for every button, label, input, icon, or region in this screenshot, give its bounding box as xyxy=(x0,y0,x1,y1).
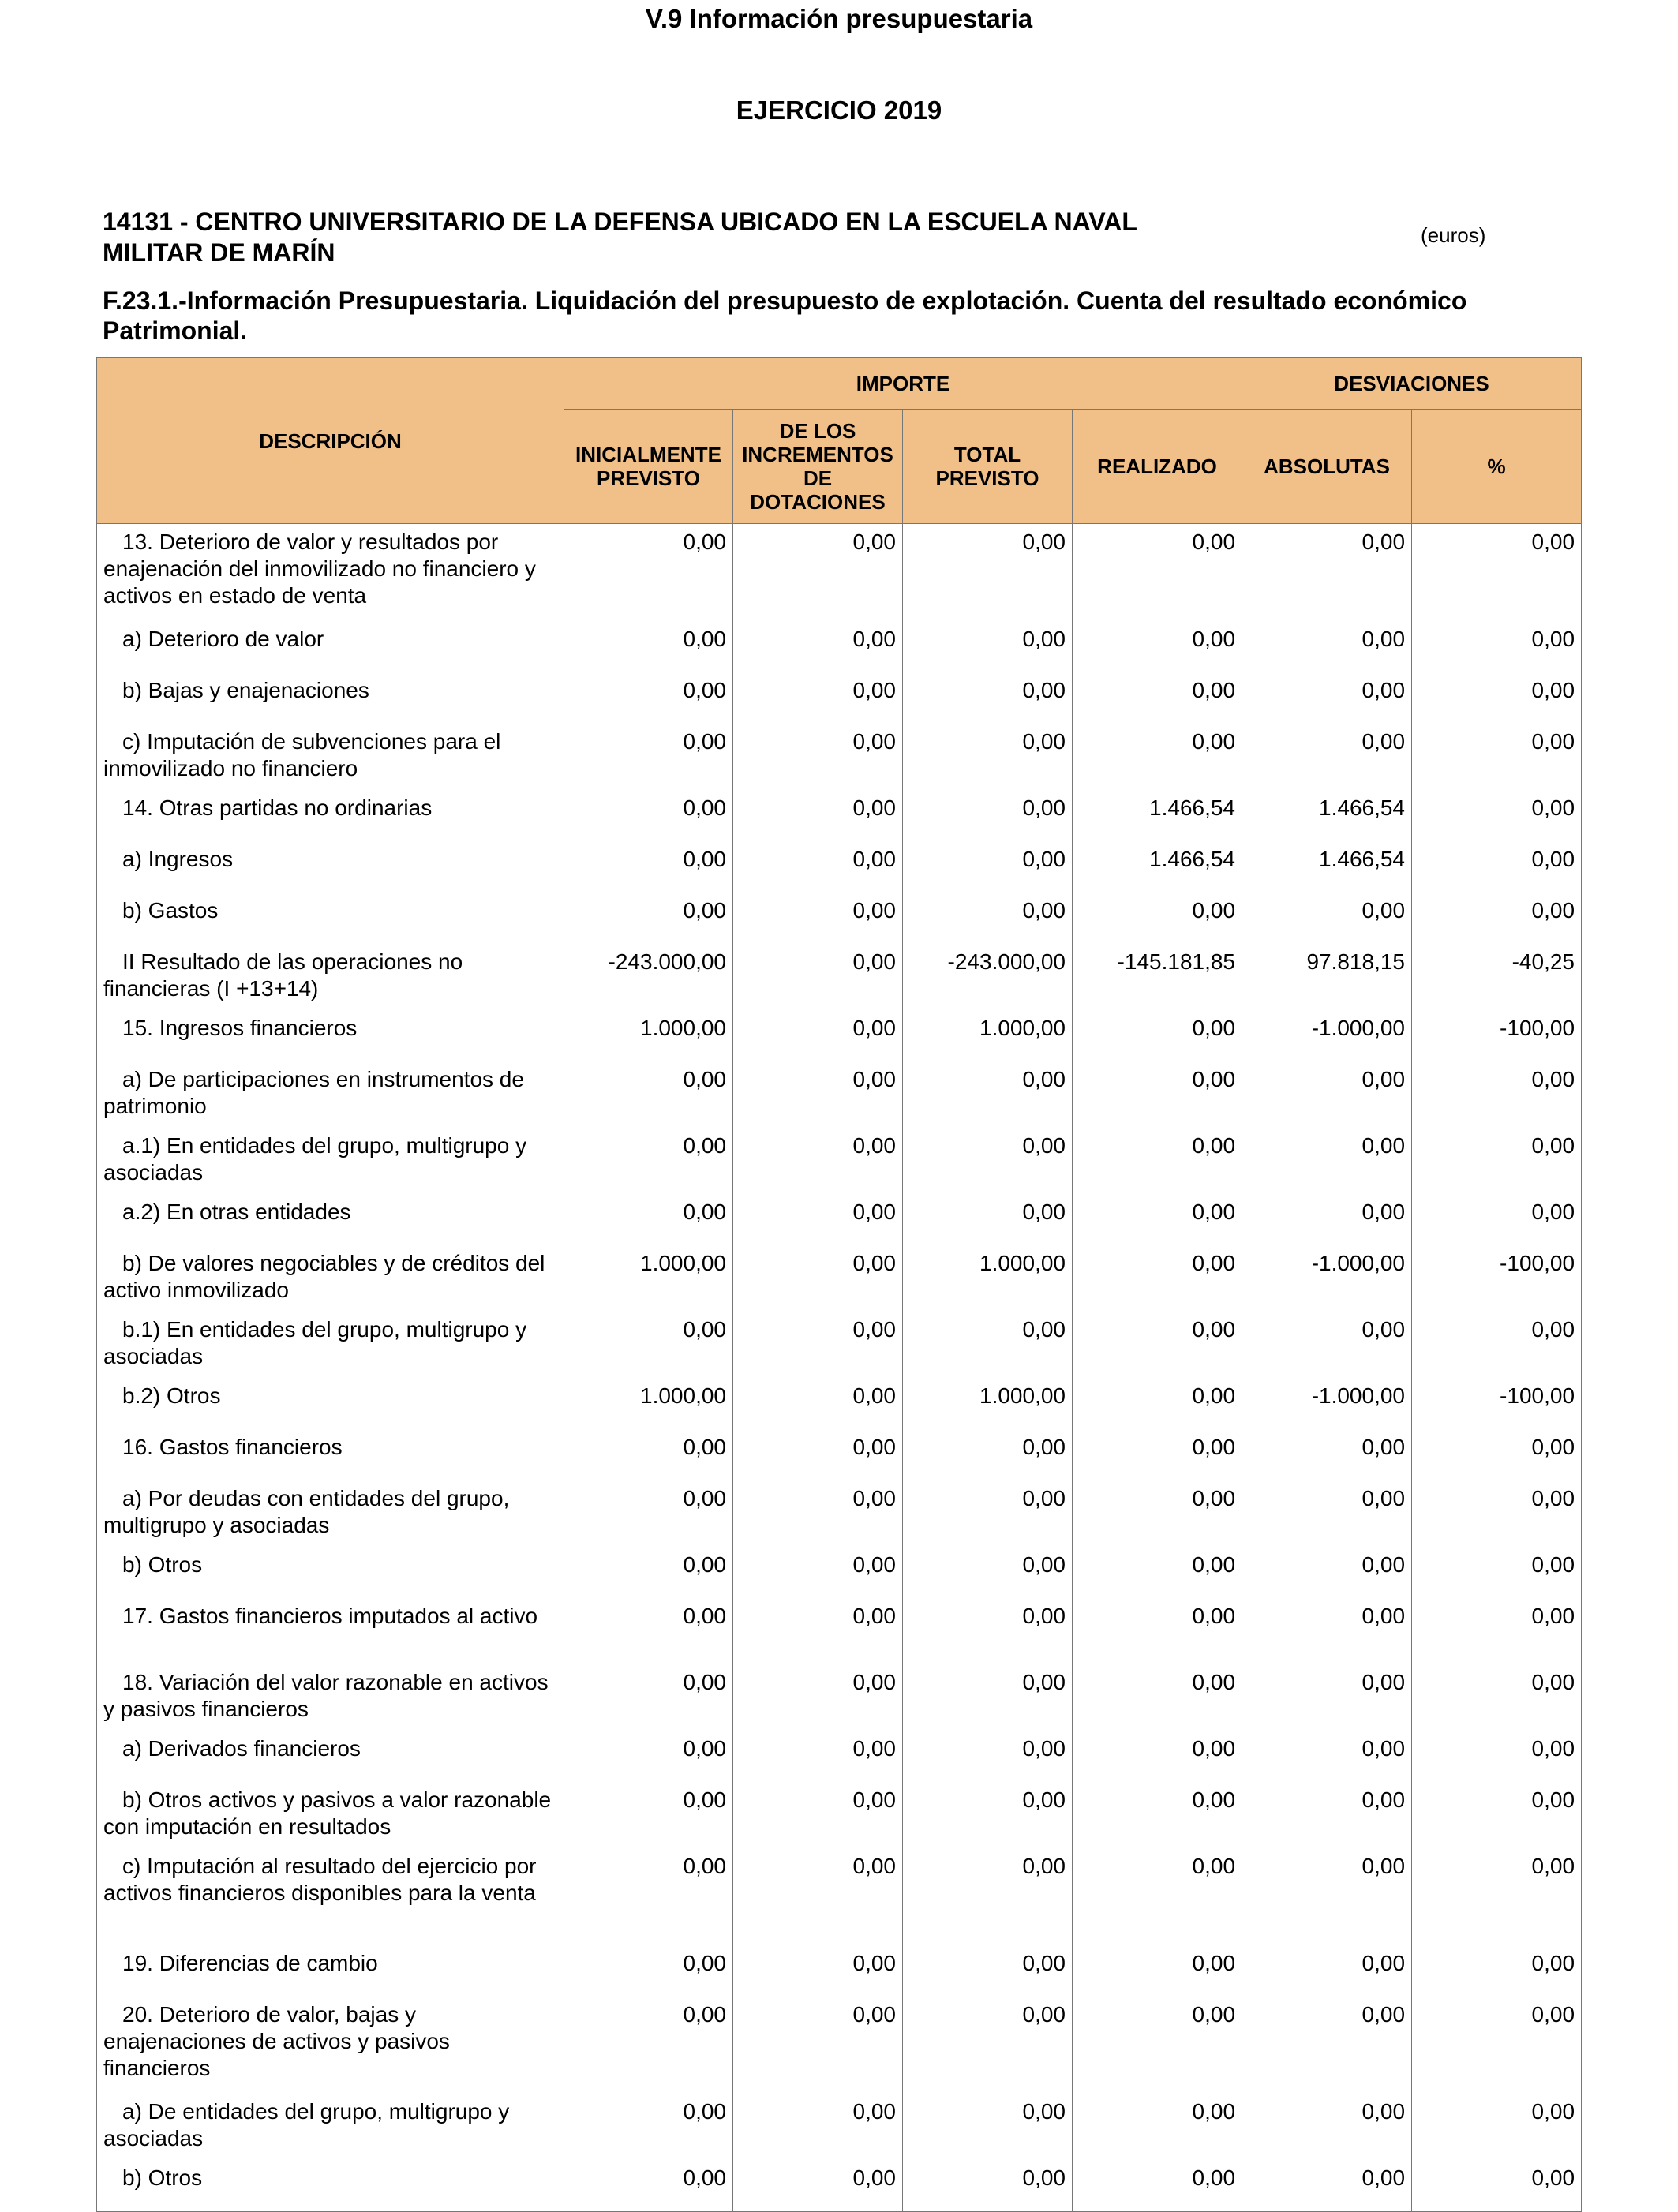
cell-incrementos: 0,00 xyxy=(733,944,903,1010)
cell-inicialmente-previsto: 0,00 xyxy=(564,1194,733,1245)
row-description-text: a.2) En otras entidades xyxy=(122,1200,351,1224)
cell-absolutas: 0,00 xyxy=(1242,1429,1412,1480)
cell-inicialmente-previsto: 0,00 xyxy=(564,1312,733,1378)
cell-inicialmente-previsto: 0,00 xyxy=(564,1664,733,1731)
header-group-desviaciones: DESVIACIONES xyxy=(1242,358,1582,410)
cell-porcentaje: -100,00 xyxy=(1412,1245,1582,1312)
fiscal-year-title: EJERCICIO 2019 xyxy=(736,95,942,125)
row-description-text: b) Otros xyxy=(122,1552,203,1577)
row-description-text: a.1) En entidades del grupo, multigrupo y asociadas xyxy=(103,1133,527,1185)
row-description xyxy=(97,1061,564,1128)
cell-total-previsto: -243.000,00 xyxy=(903,944,1073,1010)
cell-porcentaje: 0,00 xyxy=(1412,621,1582,672)
cell-realizado: 0,00 xyxy=(1073,1061,1242,1128)
cell-total-previsto: 0,00 xyxy=(903,724,1073,790)
cell-total-previsto: 0,00 xyxy=(903,1848,1073,1945)
cell-total-previsto: 0,00 xyxy=(903,1598,1073,1664)
row-description xyxy=(97,1128,564,1194)
cell-absolutas: -1.000,00 xyxy=(1242,1378,1412,1429)
cell-inicialmente-previsto: 0,00 xyxy=(564,1598,733,1664)
table-row xyxy=(97,841,1582,893)
row-description xyxy=(97,1782,564,1848)
cell-inicialmente-previsto: 0,00 xyxy=(564,1782,733,1848)
cell-absolutas: 0,00 xyxy=(1242,1480,1412,1547)
cell-porcentaje: -100,00 xyxy=(1412,1010,1582,1061)
row-description-text: c) Imputación al resultado del ejercicio por activos financieros disponibles para la venta xyxy=(103,1854,537,1905)
table-row xyxy=(97,1312,1582,1378)
cell-inicialmente-previsto: 0,00 xyxy=(564,1061,733,1128)
table-row xyxy=(97,621,1582,672)
cell-porcentaje: 0,00 xyxy=(1412,893,1582,944)
table-row xyxy=(97,1782,1582,1848)
cell-realizado: 0,00 xyxy=(1073,893,1242,944)
cell-realizado: 0,00 xyxy=(1073,2094,1242,2160)
row-description xyxy=(97,790,564,841)
cell-porcentaje: 0,00 xyxy=(1412,672,1582,724)
table-row xyxy=(97,724,1582,790)
form-title: F.23.1.-Información Presupuestaria. Liquidación del presupuesto de explotación. Cuenta del resultado económico Patrimonial. xyxy=(103,286,1467,345)
cell-absolutas: -1.000,00 xyxy=(1242,1010,1412,1061)
row-description xyxy=(97,1194,564,1245)
currency-unit: (euros) xyxy=(1421,223,1486,247)
table-row xyxy=(97,672,1582,724)
row-description-text: 19. Diferencias de cambio xyxy=(122,1951,378,1975)
cell-realizado: 0,00 xyxy=(1073,1945,1242,1997)
cell-inicialmente-previsto: 0,00 xyxy=(564,2094,733,2160)
row-description xyxy=(97,2160,564,2212)
row-description-text: b) De valores negociables y de créditos del activo inmovilizado xyxy=(103,1251,545,1302)
cell-realizado: 0,00 xyxy=(1073,1848,1242,1945)
cell-absolutas: 0,00 xyxy=(1242,524,1412,622)
row-description-text: b.1) En entidades del grupo, multigrupo y asociadas xyxy=(103,1317,527,1368)
cell-total-previsto: 0,00 xyxy=(903,621,1073,672)
cell-inicialmente-previsto: 1.000,00 xyxy=(564,1245,733,1312)
cell-incrementos: 0,00 xyxy=(733,1848,903,1945)
cell-absolutas: 0,00 xyxy=(1242,1731,1412,1782)
row-description-text: b) Gastos xyxy=(122,898,219,923)
cell-inicialmente-previsto: 0,00 xyxy=(564,1128,733,1194)
row-description xyxy=(97,1547,564,1598)
cell-incrementos: 0,00 xyxy=(733,1245,903,1312)
row-description xyxy=(97,1010,564,1061)
cell-total-previsto: 0,00 xyxy=(903,790,1073,841)
cell-realizado: 0,00 xyxy=(1073,1378,1242,1429)
cell-absolutas: 0,00 xyxy=(1242,1664,1412,1731)
cell-incrementos: 0,00 xyxy=(733,790,903,841)
header-descripcion: DESCRIPCIÓN xyxy=(97,358,564,524)
cell-total-previsto: 0,00 xyxy=(903,1128,1073,1194)
cell-porcentaje: 0,00 xyxy=(1412,1945,1582,1997)
table-row xyxy=(97,1245,1582,1312)
table-row xyxy=(97,1128,1582,1194)
table-row xyxy=(97,1010,1582,1061)
cell-porcentaje: 0,00 xyxy=(1412,524,1582,622)
cell-realizado: 0,00 xyxy=(1073,1782,1242,1848)
row-description-text: b) Otros xyxy=(122,2165,203,2190)
cell-realizado: 0,00 xyxy=(1073,1997,1242,2094)
table-row xyxy=(97,524,1582,622)
table-row xyxy=(97,1848,1582,1945)
row-description-text: b) Bajas y enajenaciones xyxy=(122,678,369,702)
cell-inicialmente-previsto: 0,00 xyxy=(564,724,733,790)
cell-porcentaje: 0,00 xyxy=(1412,1598,1582,1664)
cell-inicialmente-previsto: 0,00 xyxy=(564,2160,733,2212)
header-realizado: REALIZADO xyxy=(1073,410,1242,524)
cell-incrementos: 0,00 xyxy=(733,1997,903,2094)
cell-total-previsto: 0,00 xyxy=(903,1429,1073,1480)
cell-incrementos: 0,00 xyxy=(733,621,903,672)
cell-incrementos: 0,00 xyxy=(733,1128,903,1194)
cell-incrementos: 0,00 xyxy=(733,2160,903,2212)
cell-total-previsto: 0,00 xyxy=(903,672,1073,724)
cell-inicialmente-previsto: 0,00 xyxy=(564,790,733,841)
cell-absolutas: 0,00 xyxy=(1242,1945,1412,1997)
cell-porcentaje: 0,00 xyxy=(1412,724,1582,790)
row-description xyxy=(97,1245,564,1312)
cell-total-previsto: 0,00 xyxy=(903,1194,1073,1245)
table-row xyxy=(97,1598,1582,1664)
table-row xyxy=(97,2160,1582,2212)
cell-absolutas: 0,00 xyxy=(1242,672,1412,724)
cell-incrementos: 0,00 xyxy=(733,1598,903,1664)
entity-name-line1: 14131 - CENTRO UNIVERSITARIO DE LA DEFENSA UBICADO EN LA ESCUELA NAVAL xyxy=(103,208,1137,236)
row-description xyxy=(97,524,564,622)
cell-incrementos: 0,00 xyxy=(733,672,903,724)
cell-incrementos: 0,00 xyxy=(733,1664,903,1731)
row-description-text: c) Imputación de subvenciones para el inmovilizado no financiero xyxy=(103,729,501,780)
cell-realizado: 0,00 xyxy=(1073,1010,1242,1061)
cell-porcentaje: 0,00 xyxy=(1412,2160,1582,2212)
cell-absolutas: 0,00 xyxy=(1242,1782,1412,1848)
cell-inicialmente-previsto: -243.000,00 xyxy=(564,944,733,1010)
cell-incrementos: 0,00 xyxy=(733,1480,903,1547)
row-description xyxy=(97,2094,564,2160)
row-description xyxy=(97,1378,564,1429)
cell-total-previsto: 0,00 xyxy=(903,1997,1073,2094)
cell-inicialmente-previsto: 0,00 xyxy=(564,893,733,944)
table-row xyxy=(97,893,1582,944)
cell-inicialmente-previsto: 0,00 xyxy=(564,672,733,724)
cell-total-previsto: 0,00 xyxy=(903,1547,1073,1598)
row-description-text: 17. Gastos financieros imputados al activo xyxy=(122,1604,538,1628)
entity-name xyxy=(103,207,1287,268)
cell-incrementos: 0,00 xyxy=(733,1010,903,1061)
row-description-text: a) Por deudas con entidades del grupo, multigrupo y asociadas xyxy=(103,1486,510,1537)
row-description xyxy=(97,1848,564,1945)
cell-inicialmente-previsto: 1.000,00 xyxy=(564,1378,733,1429)
row-description xyxy=(97,944,564,1010)
row-description xyxy=(97,1429,564,1480)
cell-incrementos: 0,00 xyxy=(733,1945,903,1997)
cell-realizado: 0,00 xyxy=(1073,1664,1242,1731)
row-description-text: 15. Ingresos financieros xyxy=(122,1016,358,1040)
cell-realizado: 0,00 xyxy=(1073,621,1242,672)
cell-incrementos: 0,00 xyxy=(733,1378,903,1429)
cell-total-previsto: 0,00 xyxy=(903,1945,1073,1997)
row-description-text: a) Ingresos xyxy=(122,847,234,871)
cell-incrementos: 0,00 xyxy=(733,841,903,893)
row-description-text: 18. Variación del valor razonable en activos y pasivos financieros xyxy=(103,1670,549,1721)
row-description-text: a) Derivados financieros xyxy=(122,1736,361,1761)
row-description-text: 20. Deterioro de valor, bajas y enajenaciones de activos y pasivos financieros xyxy=(103,2002,450,2080)
table-row xyxy=(97,1429,1582,1480)
cell-inicialmente-previsto: 0,00 xyxy=(564,1547,733,1598)
cell-porcentaje: 0,00 xyxy=(1412,1782,1582,1848)
cell-inicialmente-previsto: 0,00 xyxy=(564,841,733,893)
cell-realizado: 0,00 xyxy=(1073,2160,1242,2212)
cell-realizado: 0,00 xyxy=(1073,1245,1242,1312)
header-incrementos-dotaciones: DE LOS INCREMENTOS DE DOTACIONES xyxy=(733,410,903,524)
cell-incrementos: 0,00 xyxy=(733,1312,903,1378)
cell-incrementos: 0,00 xyxy=(733,893,903,944)
cell-total-previsto: 1.000,00 xyxy=(903,1010,1073,1061)
row-description xyxy=(97,893,564,944)
cell-inicialmente-previsto: 0,00 xyxy=(564,1480,733,1547)
cell-absolutas: 0,00 xyxy=(1242,1848,1412,1945)
cell-porcentaje: 0,00 xyxy=(1412,1061,1582,1128)
cell-total-previsto: 0,00 xyxy=(903,2160,1073,2212)
row-description-text: 14. Otras partidas no ordinarias xyxy=(122,795,433,820)
section-title: V.9 Información presupuestaria xyxy=(645,4,1033,33)
cell-incrementos: 0,00 xyxy=(733,724,903,790)
cell-porcentaje: 0,00 xyxy=(1412,1429,1582,1480)
cell-inicialmente-previsto: 0,00 xyxy=(564,1997,733,2094)
cell-porcentaje: -40,25 xyxy=(1412,944,1582,1010)
cell-total-previsto: 0,00 xyxy=(903,2094,1073,2160)
table-row xyxy=(97,1997,1582,2094)
cell-total-previsto: 0,00 xyxy=(903,1312,1073,1378)
table-row xyxy=(97,1547,1582,1598)
cell-porcentaje: 0,00 xyxy=(1412,1547,1582,1598)
cell-porcentaje: 0,00 xyxy=(1412,1731,1582,1782)
table-body xyxy=(97,524,1582,2212)
cell-total-previsto: 0,00 xyxy=(903,841,1073,893)
entity-name-line2: MILITAR DE MARÍN xyxy=(103,238,335,267)
cell-absolutas: -1.000,00 xyxy=(1242,1245,1412,1312)
row-description-text: 16. Gastos financieros xyxy=(122,1435,343,1459)
cell-absolutas: 0,00 xyxy=(1242,1598,1412,1664)
row-description xyxy=(97,1731,564,1782)
cell-porcentaje: 0,00 xyxy=(1412,790,1582,841)
row-description xyxy=(97,1664,564,1731)
row-description xyxy=(97,1997,564,2094)
row-description xyxy=(97,672,564,724)
cell-realizado: 0,00 xyxy=(1073,1128,1242,1194)
row-description-text: b.2) Otros xyxy=(122,1383,221,1408)
cell-absolutas: 0,00 xyxy=(1242,1194,1412,1245)
cell-realizado: 0,00 xyxy=(1073,672,1242,724)
row-description-text: II Resultado de las operaciones no financieras (I +13+14) xyxy=(103,949,463,1001)
cell-total-previsto: 1.000,00 xyxy=(903,1245,1073,1312)
cell-total-previsto: 1.000,00 xyxy=(903,1378,1073,1429)
cell-absolutas: 0,00 xyxy=(1242,893,1412,944)
cell-absolutas: 97.818,15 xyxy=(1242,944,1412,1010)
header-absolutas: ABSOLUTAS xyxy=(1242,410,1412,524)
cell-incrementos: 0,00 xyxy=(733,1061,903,1128)
cell-realizado: 0,00 xyxy=(1073,524,1242,622)
cell-porcentaje: 0,00 xyxy=(1412,1312,1582,1378)
row-description xyxy=(97,724,564,790)
cell-total-previsto: 0,00 xyxy=(903,893,1073,944)
table-row xyxy=(97,1061,1582,1128)
cell-absolutas: 0,00 xyxy=(1242,1061,1412,1128)
cell-inicialmente-previsto: 0,00 xyxy=(564,1429,733,1480)
row-description-text: a) De entidades del grupo, multigrupo y asociadas xyxy=(103,2099,510,2150)
cell-realizado: 0,00 xyxy=(1073,1547,1242,1598)
cell-incrementos: 0,00 xyxy=(733,1782,903,1848)
cell-porcentaje: 0,00 xyxy=(1412,1848,1582,1945)
table-row xyxy=(97,1731,1582,1782)
cell-realizado: 1.466,54 xyxy=(1073,790,1242,841)
cell-incrementos: 0,00 xyxy=(733,524,903,622)
table-row xyxy=(97,1480,1582,1547)
cell-porcentaje: -100,00 xyxy=(1412,1378,1582,1429)
cell-porcentaje: 0,00 xyxy=(1412,1997,1582,2094)
cell-absolutas: 0,00 xyxy=(1242,724,1412,790)
row-description xyxy=(97,1945,564,1997)
cell-realizado: -145.181,85 xyxy=(1073,944,1242,1010)
cell-incrementos: 0,00 xyxy=(733,1547,903,1598)
row-description-text: 13. Deterioro de valor y resultados por enajenación del inmovilizado no financiero y activos en estado de venta xyxy=(103,530,536,608)
cell-realizado: 0,00 xyxy=(1073,724,1242,790)
row-description-text: a) Deterioro de valor xyxy=(122,627,324,651)
cell-total-previsto: 0,00 xyxy=(903,1480,1073,1547)
cell-porcentaje: 0,00 xyxy=(1412,1480,1582,1547)
table-row xyxy=(97,2094,1582,2160)
cell-porcentaje: 0,00 xyxy=(1412,841,1582,893)
row-description-text: a) De participaciones en instrumentos de patrimonio xyxy=(103,1067,524,1118)
cell-realizado: 0,00 xyxy=(1073,1194,1242,1245)
cell-inicialmente-previsto: 0,00 xyxy=(564,621,733,672)
cell-inicialmente-previsto: 1.000,00 xyxy=(564,1010,733,1061)
cell-realizado: 0,00 xyxy=(1073,1598,1242,1664)
row-description xyxy=(97,1312,564,1378)
cell-porcentaje: 0,00 xyxy=(1412,1128,1582,1194)
cell-absolutas: 0,00 xyxy=(1242,1997,1412,2094)
header-inicialmente-previsto: INICIALMENTE PREVISTO xyxy=(564,410,733,524)
cell-total-previsto: 0,00 xyxy=(903,1061,1073,1128)
header-porcentaje: % xyxy=(1412,410,1582,524)
cell-incrementos: 0,00 xyxy=(733,2094,903,2160)
cell-inicialmente-previsto: 0,00 xyxy=(564,1731,733,1782)
cell-incrementos: 0,00 xyxy=(733,1194,903,1245)
table-row xyxy=(97,944,1582,1010)
cell-absolutas: 1.466,54 xyxy=(1242,790,1412,841)
cell-absolutas: 1.466,54 xyxy=(1242,841,1412,893)
table-row xyxy=(97,1378,1582,1429)
cell-absolutas: 0,00 xyxy=(1242,1312,1412,1378)
cell-realizado: 1.466,54 xyxy=(1073,841,1242,893)
cell-total-previsto: 0,00 xyxy=(903,524,1073,622)
row-description xyxy=(97,621,564,672)
cell-realizado: 0,00 xyxy=(1073,1480,1242,1547)
budget-table xyxy=(96,357,1582,2212)
cell-absolutas: 0,00 xyxy=(1242,2094,1412,2160)
cell-realizado: 0,00 xyxy=(1073,1312,1242,1378)
cell-porcentaje: 0,00 xyxy=(1412,1194,1582,1245)
cell-realizado: 0,00 xyxy=(1073,1429,1242,1480)
cell-absolutas: 0,00 xyxy=(1242,1547,1412,1598)
cell-inicialmente-previsto: 0,00 xyxy=(564,1945,733,1997)
header-total-previsto: TOTAL PREVISTO xyxy=(903,410,1073,524)
row-description-text: b) Otros activos y pasivos a valor razonable con imputación en resultados xyxy=(103,1787,552,1839)
cell-absolutas: 0,00 xyxy=(1242,1128,1412,1194)
cell-absolutas: 0,00 xyxy=(1242,2160,1412,2212)
cell-absolutas: 0,00 xyxy=(1242,621,1412,672)
cell-inicialmente-previsto: 0,00 xyxy=(564,524,733,622)
cell-total-previsto: 0,00 xyxy=(903,1782,1073,1848)
row-description xyxy=(97,1480,564,1547)
table-row xyxy=(97,790,1582,841)
cell-incrementos: 0,00 xyxy=(733,1731,903,1782)
cell-porcentaje: 0,00 xyxy=(1412,2094,1582,2160)
row-description xyxy=(97,841,564,893)
table-row xyxy=(97,1945,1582,1997)
header-group-importe: IMPORTE xyxy=(564,358,1242,410)
cell-incrementos: 0,00 xyxy=(733,1429,903,1480)
row-description xyxy=(97,1598,564,1664)
cell-inicialmente-previsto: 0,00 xyxy=(564,1848,733,1945)
cell-total-previsto: 0,00 xyxy=(903,1731,1073,1782)
table-row xyxy=(97,1194,1582,1245)
cell-porcentaje: 0,00 xyxy=(1412,1664,1582,1731)
cell-realizado: 0,00 xyxy=(1073,1731,1242,1782)
cell-total-previsto: 0,00 xyxy=(903,1664,1073,1731)
table-row xyxy=(97,1664,1582,1731)
